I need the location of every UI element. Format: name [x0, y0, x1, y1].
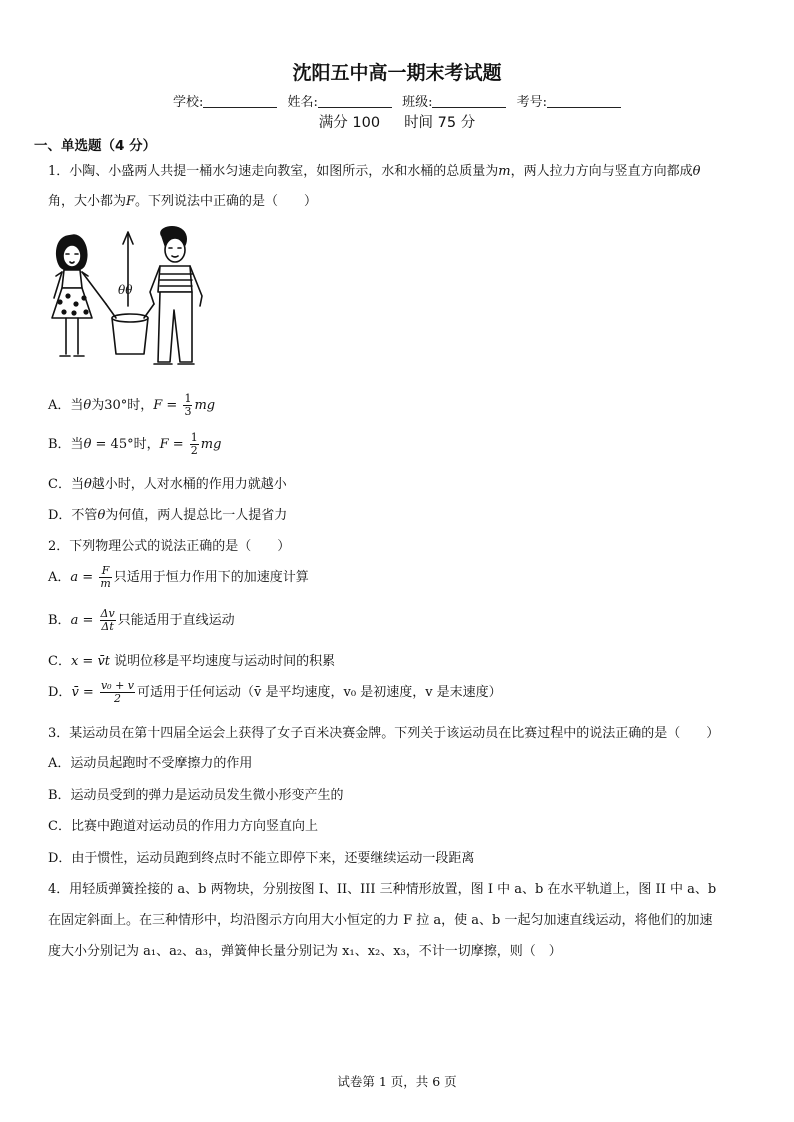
page-title: 沈阳五中高一期末考试题 — [292, 62, 502, 84]
option-text: 为何值，两人提总比一人提省力 — [105, 508, 288, 523]
option-text: = 45°时， — [91, 437, 160, 452]
fraction — [190, 432, 199, 457]
force-symbol: F — [153, 398, 163, 413]
q2-option-d[interactable] — [48, 680, 502, 705]
full-score: 满分 100 — [318, 115, 381, 131]
theta-symbol: θ — [97, 508, 106, 523]
q1-option-a[interactable] — [48, 393, 215, 418]
option-text: 只能适用于直线运动 — [117, 613, 235, 628]
q2-option-c[interactable] — [48, 650, 335, 669]
q1-option-d[interactable] — [48, 504, 287, 523]
theta-symbol: θ — [83, 437, 92, 452]
theta-label: θθ — [118, 283, 133, 297]
class-label: 班级: — [402, 95, 433, 110]
q3-option-b[interactable]: B．运动员受到的弹力是运动员发生微小形变产生的 — [48, 788, 344, 803]
section-heading: 一、单选题（4 分） — [34, 138, 157, 154]
option-label: C．当 — [48, 477, 84, 492]
exam-time: 时间 75 分 — [404, 115, 476, 131]
fraction — [100, 608, 116, 633]
q1-stem-line1 — [48, 160, 700, 179]
mg-symbol: mg — [194, 398, 216, 413]
option-label: D． — [48, 685, 72, 700]
mg-symbol: mg — [200, 437, 222, 452]
q3-option-a[interactable]: A．运动员起跑时不受摩擦力的作用 — [48, 756, 253, 771]
equals-sign: = — [162, 398, 182, 413]
exam-number-label: 考号: — [516, 95, 547, 110]
theta-symbol: θ — [83, 477, 92, 492]
q1-stem-line2 — [48, 190, 317, 209]
school-blank — [203, 95, 277, 108]
force-symbol: F — [159, 437, 169, 452]
option-label: D．不管 — [48, 508, 98, 523]
q1-force-symbol: F — [126, 194, 136, 209]
option-label: C． — [48, 654, 71, 669]
q1-text: ，两人拉力方向与竖直方向都成 — [510, 164, 693, 179]
numerator: F — [99, 565, 111, 578]
option-label: B．当 — [48, 437, 84, 452]
denominator: Δt — [101, 620, 114, 633]
denominator: 3 — [184, 405, 192, 418]
q2-option-b[interactable] — [48, 608, 235, 633]
q3-option-d[interactable]: D．由于惯性，运动员跑到终点时不能立即停下来，还要继续运动一段距离 — [48, 851, 475, 866]
score-row — [0, 111, 794, 132]
q1-theta-symbol: θ — [692, 164, 701, 179]
option-text: 可适用于任何运动（v̄ 是平均速度，v₀ 是初速度，v 是末速度） — [137, 685, 502, 700]
q1-text: 。下列说法中正确的是（ ） — [135, 194, 318, 209]
q4-stem-line1: 4．用轻质弹簧拴接的 a、b 两物块，分别按图 I、II、III 三种情形放置，图 I 中 a、b 在水平轨道上，图 II 中 a、b — [48, 882, 717, 897]
class-blank — [432, 95, 506, 108]
equals-sign: = — [78, 570, 98, 585]
denominator: 2 — [190, 444, 198, 457]
numerator: 1 — [190, 431, 198, 444]
q1-option-b[interactable] — [48, 432, 221, 457]
q1-illustration — [46, 222, 216, 372]
q3-option-c[interactable]: C．比赛中跑道对运动员的作用力方向竖直向上 — [48, 819, 318, 834]
fraction — [99, 565, 111, 590]
option-text: 只适用于恒力作用下的加速度计算 — [113, 570, 309, 585]
q1-option-c[interactable] — [48, 473, 287, 492]
accel-symbol: a — [70, 613, 79, 628]
option-text: 越小时，人对水桶的作用力就越小 — [91, 477, 287, 492]
q4-stem-line3: 度大小分别记为 a₁、a₂、a₃，弹簧伸长量分别记为 x₁、x₂、x₃，不计一切摩擦，则（ ） — [48, 944, 562, 959]
numerator: Δv — [100, 607, 115, 620]
fraction — [100, 680, 135, 705]
option-text: 说明位移是平均速度与运动时间的积累 — [114, 654, 336, 669]
equals-sign: = — [78, 685, 98, 700]
q2-stem: 2．下列物理公式的说法正确的是（ ） — [48, 539, 291, 554]
q1-mass-symbol: m — [498, 164, 511, 179]
q4-stem-line2: 在固定斜面上。在三种情形中，均沿图示方向用大小恒定的力 F 拉 a，使 a、b 一起匀加速直线运动，将他们的加速 — [48, 913, 713, 928]
equals-sign: = — [78, 613, 98, 628]
theta-symbol: θ — [83, 398, 92, 413]
name-label: 姓名: — [287, 95, 318, 110]
q1-text: 1．小陶、小盛两人共提一桶水匀速走向教室，如图所示，水和水桶的总质量为 — [48, 164, 499, 179]
exam-number-blank — [547, 95, 621, 108]
denominator: m — [100, 577, 111, 590]
denominator: 2 — [114, 692, 121, 705]
q2-option-a[interactable] — [48, 565, 309, 590]
page-footer: 试卷第 1 页，共 6 页 — [337, 1074, 457, 1089]
option-text: 为30°时， — [91, 398, 154, 413]
accel-symbol: a — [70, 570, 79, 585]
q3-stem: 3．某运动员在第十四届全运会上获得了女子百米决赛金牌。下列关于该运动员在比赛过程中的说法正确的是（ ） — [48, 726, 720, 741]
option-label: A． — [48, 570, 71, 585]
formula: x = v̄t — [70, 654, 111, 669]
vbar-symbol: v̄ — [71, 685, 79, 700]
school-label: 学校: — [173, 95, 204, 110]
fraction — [183, 393, 192, 418]
name-blank — [318, 95, 392, 108]
q1-text: 角，大小都为 — [48, 194, 127, 209]
student-info-row — [0, 91, 794, 110]
numerator: 1 — [184, 392, 192, 405]
option-label: A．当 — [48, 398, 84, 413]
option-label: B． — [48, 613, 71, 628]
numerator: v₀ + v — [100, 679, 135, 692]
equals-sign: = — [168, 437, 188, 452]
